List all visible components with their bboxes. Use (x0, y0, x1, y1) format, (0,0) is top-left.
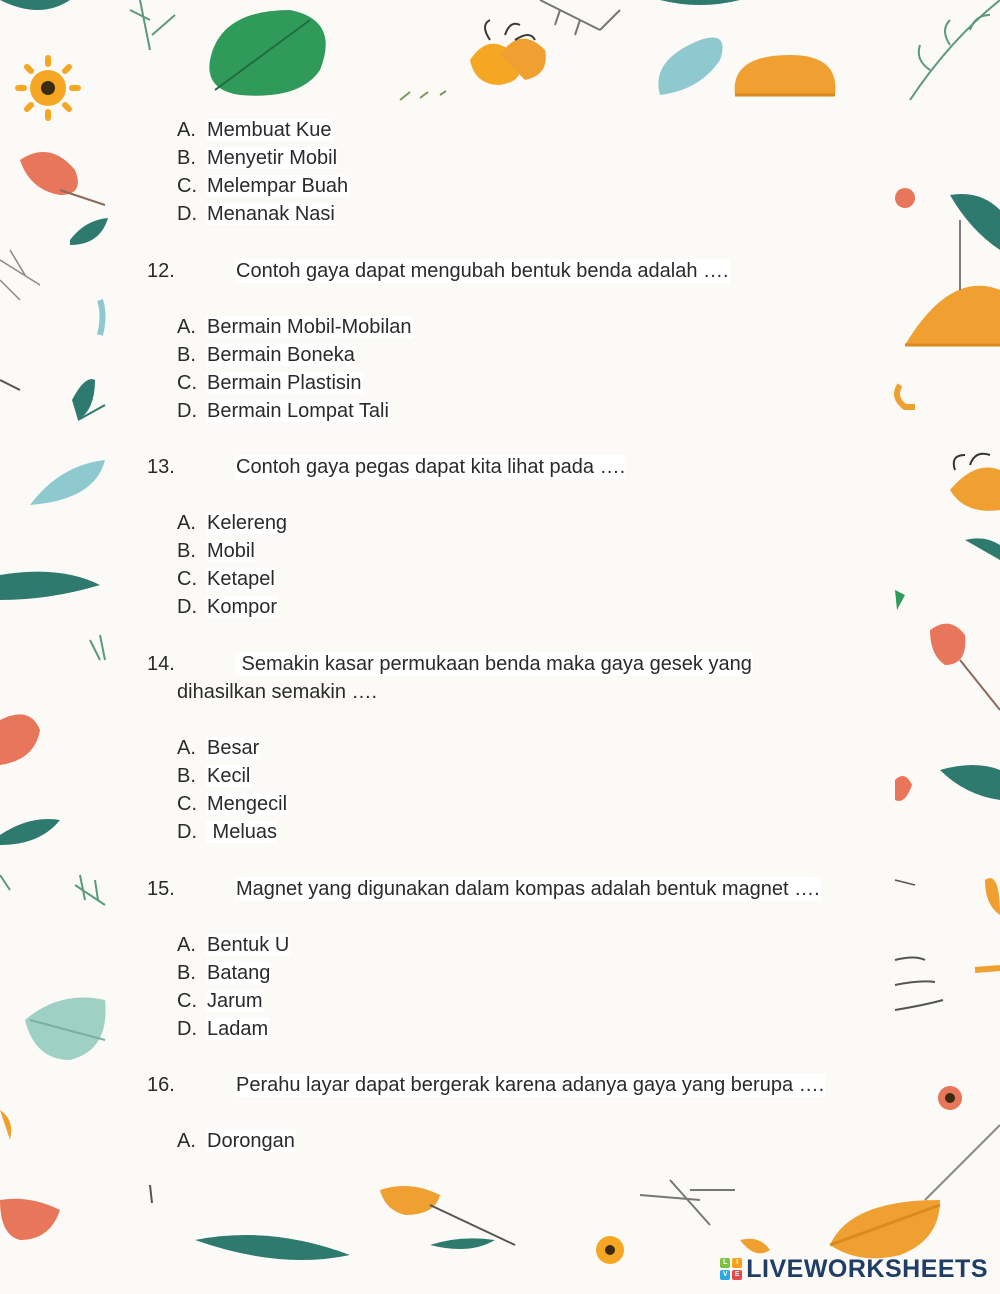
question-text: Perahu layar dapat bergerak karena adanya gaya yang berupa …. (236, 1074, 825, 1096)
brand-name: LIVEWORKSHEETS (746, 1254, 988, 1283)
option-text: Melempar Buah (207, 175, 349, 197)
q12-option-a[interactable] (177, 315, 413, 339)
option-letter: A. (177, 512, 196, 534)
option-letter: B. (177, 540, 196, 562)
question-number: 14. (147, 653, 175, 675)
option-letter: A. (177, 119, 196, 141)
option-text: Membuat Kue (207, 119, 332, 141)
option-letter: C. (177, 990, 197, 1012)
logo-tile: I (732, 1258, 742, 1268)
q15-option-d[interactable] (177, 1017, 269, 1041)
logo-grid-icon (720, 1258, 742, 1280)
question-text: Magnet yang digunakan dalam kompas adalah bentuk magnet …. (236, 878, 820, 900)
question-number: 12. (147, 260, 175, 282)
option-letter: B. (177, 765, 196, 787)
q15-option-b[interactable] (177, 961, 271, 985)
question-number: 16. (147, 1074, 175, 1096)
option-text: Kecil (207, 765, 251, 787)
option-letter: B. (177, 962, 196, 984)
q12-option-c[interactable] (177, 371, 363, 395)
option-text: Mengecil (207, 793, 288, 815)
option-letter: A. (177, 934, 196, 956)
q14-option-c[interactable] (177, 792, 288, 816)
option-letter: A. (177, 1130, 196, 1152)
q14-option-b[interactable] (177, 764, 251, 788)
option-text: Bentuk U (207, 934, 290, 956)
option-text: Menanak Nasi (207, 203, 335, 225)
q11-option-b[interactable] (177, 146, 338, 170)
q16-option-a[interactable] (177, 1129, 296, 1153)
logo-tile: V (720, 1270, 730, 1280)
question-14-continuation: dihasilkan semakin …. (177, 681, 378, 703)
q15-option-a[interactable] (177, 933, 290, 957)
option-text: Meluas (207, 821, 278, 843)
q12-option-b[interactable] (177, 343, 356, 367)
option-text: Jarum (207, 990, 263, 1012)
option-letter: B. (177, 344, 196, 366)
option-letter: C. (177, 568, 197, 590)
q13-option-a[interactable] (177, 511, 288, 535)
q13-option-c[interactable] (177, 567, 276, 591)
question-number: 15. (147, 878, 175, 900)
option-text: Besar (207, 737, 260, 759)
option-text: Batang (207, 962, 271, 984)
option-text: Menyetir Mobil (207, 147, 338, 169)
question-text: Semakin kasar permukaan benda maka gaya gesek yang (236, 653, 752, 675)
q14-option-d[interactable] (177, 820, 278, 844)
option-letter: B. (177, 147, 196, 169)
q15-option-c[interactable] (177, 989, 264, 1013)
option-letter: D. (177, 821, 197, 843)
option-letter: C. (177, 175, 197, 197)
question-text: Contoh gaya dapat mengubah bentuk benda adalah …. (236, 260, 729, 282)
logo-tile: E (732, 1270, 742, 1280)
option-text: Bermain Mobil-Mobilan (207, 316, 412, 338)
q13-option-b[interactable] (177, 539, 256, 563)
question-text: Contoh gaya pegas dapat kita lihat pada …. (236, 456, 626, 478)
q11-option-c[interactable] (177, 174, 349, 198)
option-letter: D. (177, 400, 197, 422)
liveworksheets-logo (720, 1254, 988, 1284)
option-text: Bermain Boneka (207, 344, 355, 366)
q11-option-d[interactable] (177, 202, 336, 226)
option-letter: D. (177, 596, 197, 618)
option-text: Kelereng (207, 512, 288, 534)
option-text: Mobil (207, 540, 255, 562)
option-letter: D. (177, 203, 197, 225)
question-number: 13. (147, 456, 175, 478)
q11-option-a[interactable] (177, 118, 333, 142)
option-letter: A. (177, 316, 196, 338)
q13-option-d[interactable] (177, 595, 278, 619)
option-text: Dorongan (207, 1130, 295, 1152)
option-text: Kompor (207, 596, 278, 618)
option-text: Ketapel (207, 568, 275, 590)
option-text: Bermain Plastisin (207, 372, 362, 394)
option-letter: A. (177, 737, 196, 759)
q12-option-d[interactable] (177, 399, 390, 423)
option-text: Bermain Lompat Tali (207, 400, 389, 422)
option-letter: D. (177, 1018, 197, 1040)
option-letter: C. (177, 372, 197, 394)
q14-option-a[interactable] (177, 736, 260, 760)
option-text: Ladam (207, 1018, 269, 1040)
logo-tile: L (720, 1258, 730, 1268)
option-letter: C. (177, 793, 197, 815)
